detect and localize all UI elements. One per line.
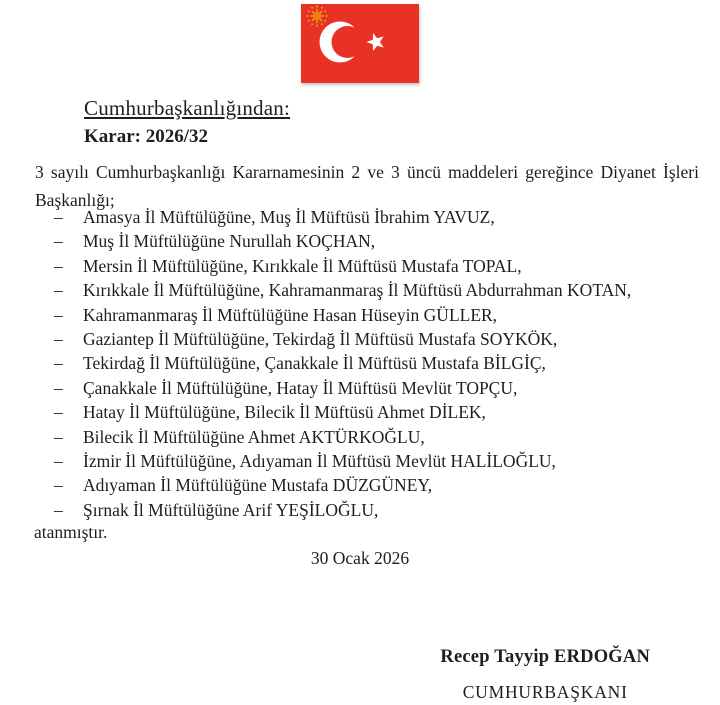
appointment-text: Bilecik İl Müftülüğüne Ahmet AKTÜRKOĞLU, xyxy=(83,426,425,447)
closing-text: atanmıştır. xyxy=(34,522,108,542)
list-item xyxy=(54,400,704,424)
decision-date: 30 Ocak 2026 xyxy=(310,548,410,568)
list-item xyxy=(54,473,704,497)
list-item xyxy=(54,351,704,375)
list-item xyxy=(54,229,704,253)
list-item xyxy=(54,498,704,522)
dash-bullet: – xyxy=(54,402,63,423)
appointment-text: Amasya İl Müftülüğüne, Muş İl Müftüsü İbrahim YAVUZ, xyxy=(83,207,495,227)
source-heading: Cumhurbaşkanlığından: xyxy=(84,96,291,120)
dash-bullet: – xyxy=(54,353,63,374)
dash-bullet: – xyxy=(54,329,63,350)
appointment-text: Kahramanmaraş İl Müftülüğüne Hasan Hüseyin GÜLLER, xyxy=(83,304,498,325)
appointment-text: Tekirdağ İl Müftülüğüne, Çanakkale İl Müftüsü Mustafa BİLGİÇ, xyxy=(83,353,546,374)
appointment-text: Şırnak İl Müftülüğüne Arif YEŞİLOĞLU, xyxy=(83,499,379,520)
crescent-inner xyxy=(332,26,364,58)
list-item xyxy=(54,205,704,229)
dash-bullet: – xyxy=(54,451,63,472)
list-item xyxy=(54,278,704,302)
appointment-list xyxy=(54,205,704,522)
appointment-text: Gaziantep İl Müftülüğüne, Tekirdağ İl Müftüsü Mustafa SOYKÖK, xyxy=(83,329,558,350)
list-item xyxy=(54,425,704,449)
dash-bullet: – xyxy=(54,231,63,252)
appointment-text: Muş İl Müftülüğüne Nurullah KOÇHAN, xyxy=(83,231,376,252)
intro-paragraph: 3 sayılı Cumhurbaşkanlığı Kararnamesinin 2 ve 3 üncü maddeleri gereğince Diyanet İşleri Başkanlığı; xyxy=(35,162,699,210)
dash-bullet: – xyxy=(54,207,63,227)
list-item xyxy=(54,449,704,473)
dash-bullet: – xyxy=(54,280,63,301)
dash-bullet: – xyxy=(54,426,63,447)
signature-block xyxy=(440,647,650,703)
dash-bullet: – xyxy=(54,255,63,276)
appointment-text: Hatay İl Müftülüğüne, Bilecik İl Müftüsü Ahmet DİLEK, xyxy=(83,402,486,423)
list-item xyxy=(54,376,704,400)
list-item xyxy=(54,327,704,351)
turkish-presidential-flag-icon xyxy=(301,4,419,83)
signature-name: Recep Tayyip ERDOĞAN xyxy=(440,647,650,667)
appointment-text: Kırıkkale İl Müftülüğüne, Kahramanmaraş İl Müftüsü Abdurrahman KOTAN, xyxy=(83,280,632,301)
list-item xyxy=(54,254,704,278)
list-item xyxy=(54,303,704,327)
appointment-text: Adıyaman İl Müftülüğüne Mustafa DÜZGÜNEY, xyxy=(83,475,433,496)
dash-bullet: – xyxy=(54,304,63,325)
appointment-text: Mersin İl Müftülüğüne, Kırıkkale İl Müftüsü Mustafa TOPAL, xyxy=(83,255,522,276)
dash-bullet: – xyxy=(54,499,63,520)
appointment-text: İzmir İl Müftülüğüne, Adıyaman İl Müftüsü Mevlüt HALİLOĞLU, xyxy=(83,451,556,472)
dash-bullet: – xyxy=(54,475,63,496)
dash-bullet: – xyxy=(54,377,63,398)
appointment-text: Çanakkale İl Müftülüğüne, Hatay İl Müftüsü Mevlüt TOPÇU, xyxy=(83,377,518,398)
decision-number: Karar: 2026/32 xyxy=(84,126,209,147)
signature-title: CUMHURBAŞKANI xyxy=(462,682,628,702)
